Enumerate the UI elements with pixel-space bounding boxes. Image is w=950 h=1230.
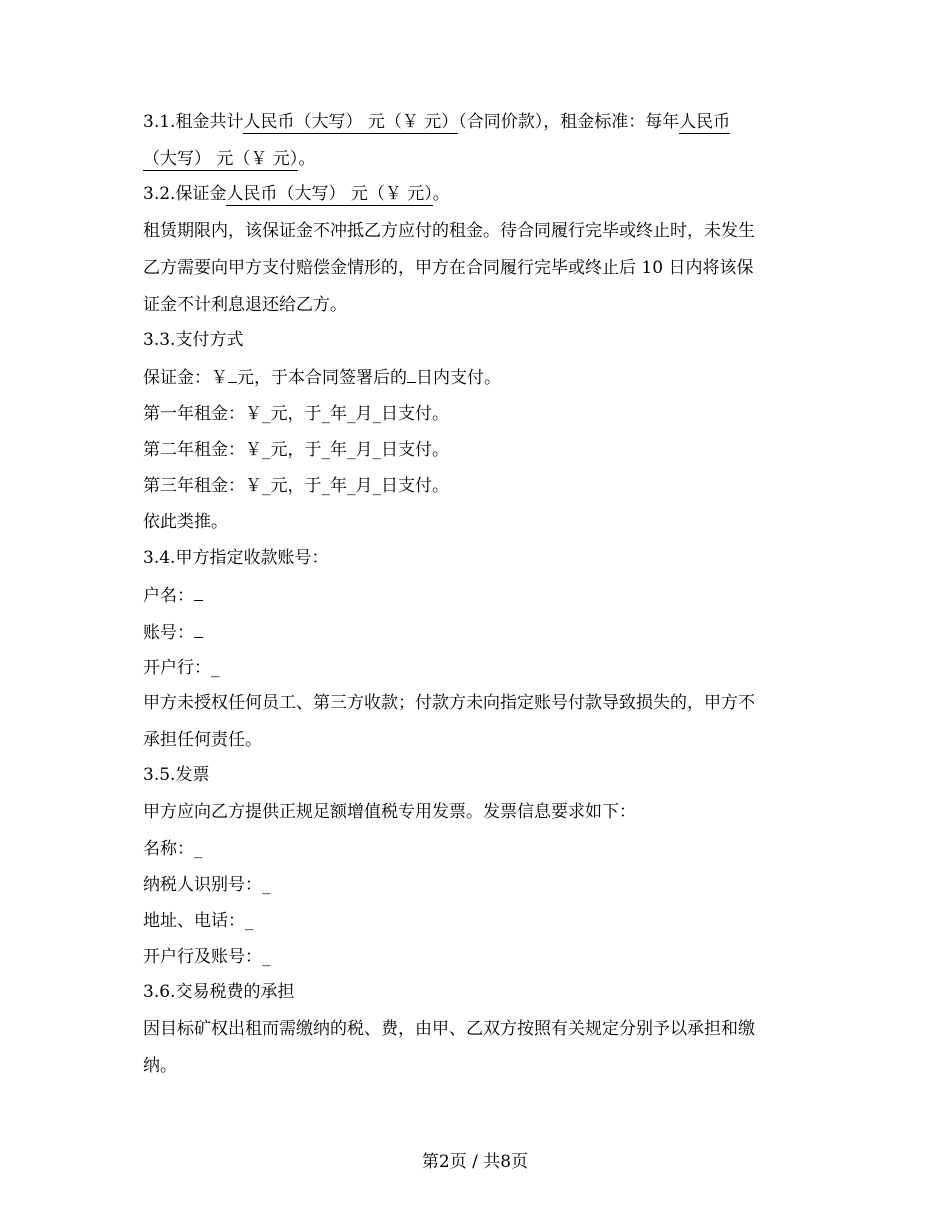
year-3-rent-line: 第三年租金：￥_元，于_年_月_日支付。 — [143, 476, 449, 496]
clause-3-1-line-1 — [143, 111, 730, 133]
clause-3-1-line-2 — [143, 148, 315, 170]
disclaimer-line-2: 承担任何责任。 — [143, 730, 262, 750]
invoice-name-line: 名称：_ — [143, 839, 203, 859]
clause-3-4-title: 3.4.甲方指定收款账号： — [143, 548, 329, 568]
invoice-bank-account-line: 开户行及账号：_ — [143, 947, 271, 967]
account-name-blank — [194, 600, 203, 601]
account-number-blank — [194, 637, 203, 638]
account-number-label: 账号： — [143, 623, 194, 643]
etc-line: 依此类推。 — [143, 512, 228, 532]
bank-line: 开户行：_ — [143, 658, 220, 678]
clause-3-1-end: 。 — [298, 149, 316, 169]
clause-3-1-prefix: 3.1.租金共计 — [143, 112, 244, 132]
account-name-line — [143, 585, 203, 607]
clause-3-5-title: 3.5.发票 — [143, 765, 210, 785]
invoice-intro-line: 甲方应向乙方提供正规足额增值税专用发票。发票信息要求如下： — [143, 802, 636, 822]
deposit-payment-text-c: 日内支付。 — [416, 368, 501, 388]
clause-3-1-mid-text: （合同价款），租金标准：每年 — [458, 112, 680, 132]
invoice-tax-id-line: 纳税人识别号：_ — [143, 875, 271, 895]
tax-paragraph-line-2: 纳。 — [143, 1056, 177, 1076]
tax-paragraph-line-1: 因目标矿权出租而需缴纳的税、费，由甲、乙双方按照有关规定分别予以承担和缴 — [143, 1019, 755, 1039]
rent-standard-field-part-1: 人民币 — [679, 112, 731, 132]
deposit-payment-line — [143, 367, 501, 389]
page-number-footer: 第2页 / 共8页 — [421, 1152, 529, 1172]
disclaimer-line-1: 甲方未授权任何员工、第三方收款；付款方未向指定账号付款导致损失的，甲方不 — [143, 693, 755, 713]
deposit-paragraph-line-1: 租赁期限内，该保证金不冲抵乙方应付的租金。待合同履行完毕或终止时，未发生 — [143, 221, 755, 241]
rent-standard-field-part-2: （大写） 元（￥ 元） — [143, 149, 299, 169]
clause-3-2-end: 。 — [432, 184, 450, 204]
deposit-paragraph-line-2: 乙方需要向甲方支付赔偿金情形的，甲方在合同履行完毕或终止后 10 日内将该保 — [143, 258, 754, 278]
year-2-rent-line: 第二年租金：￥_元，于_年_月_日支付。 — [143, 440, 449, 460]
account-name-label: 户名： — [143, 586, 194, 606]
clause-3-2-prefix: 3.2.保证金 — [143, 184, 227, 204]
total-rent-amount-field: 人民币（大写） 元（￥ 元） — [243, 112, 459, 132]
deposit-amount-blank — [228, 382, 237, 383]
deposit-payment-text-a: 保证金：￥ — [143, 368, 228, 388]
clause-3-3-title: 3.3.支付方式 — [143, 330, 244, 350]
deposit-payment-text-b: 元，于本合同签署后的 — [237, 368, 407, 388]
invoice-address-phone-line: 地址、电话：_ — [143, 911, 254, 931]
deposit-days-blank — [407, 382, 416, 383]
deposit-paragraph-line-3: 证金不计利息退还给乙方。 — [143, 295, 347, 315]
deposit-amount-field: 人民币（大写） 元（￥ 元） — [226, 184, 433, 204]
clause-3-6-title: 3.6.交易税费的承担 — [143, 982, 295, 1002]
account-number-line — [143, 622, 203, 644]
year-1-rent-line: 第一年租金：￥_元，于_年_月_日支付。 — [143, 404, 449, 424]
clause-3-2-line — [143, 183, 450, 205]
